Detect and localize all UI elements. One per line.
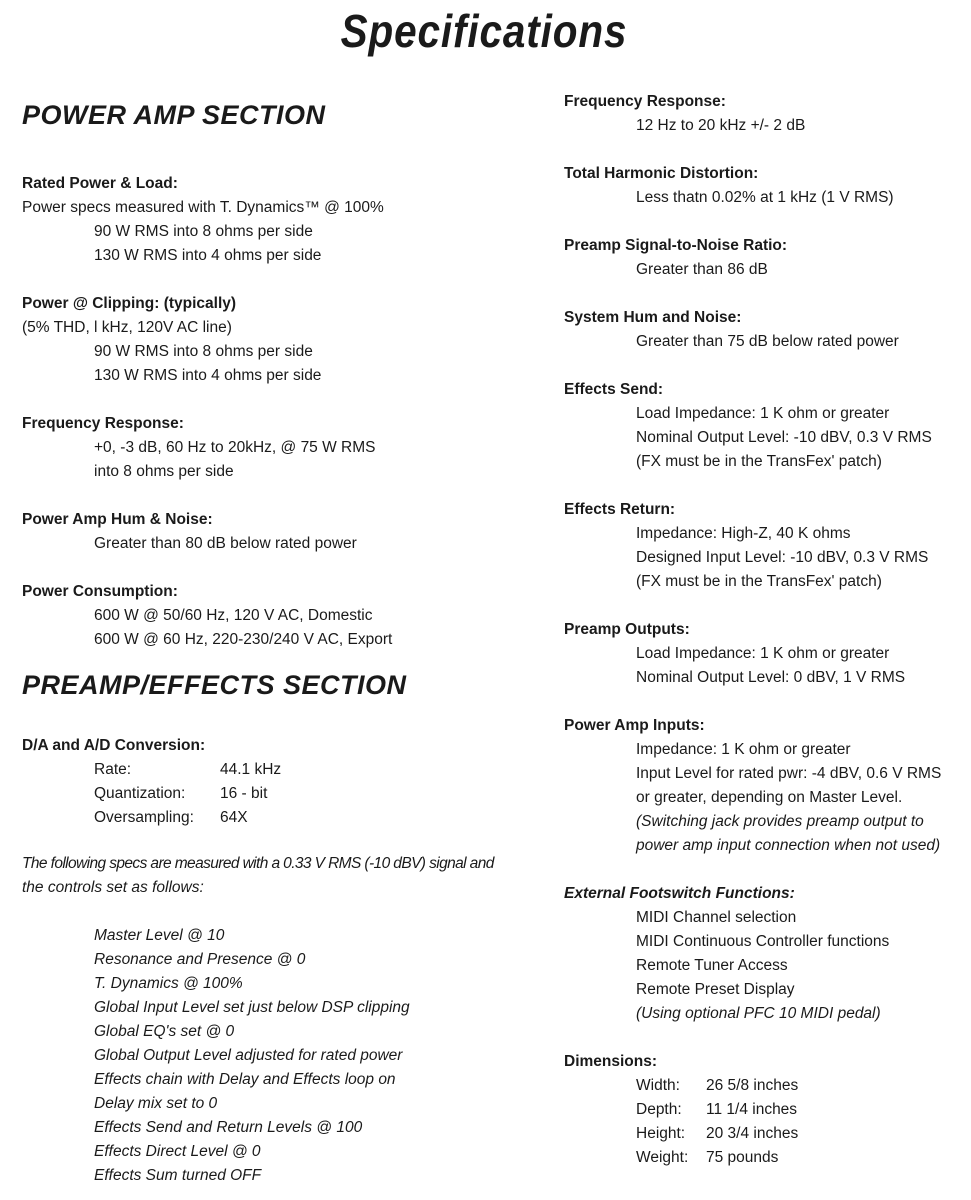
conversion-row (22, 782, 281, 806)
spec-line: Nominal Output Level: 0 dBV, 1 V RMS (636, 669, 906, 686)
spec-label: Frequency Response: (564, 93, 726, 110)
spec-label: Power @ Clipping: (typically) (22, 295, 237, 312)
note-line: The following specs are measured with a 0.33 V RMS (-10 dBV) signal and (22, 855, 494, 872)
dimension-row (564, 1122, 798, 1146)
row-key: Rate: (94, 761, 132, 778)
spec-label: Power Amp Hum & Noise: (22, 511, 213, 528)
condition-item: Effects Direct Level @ 0 (94, 1143, 261, 1160)
conversion-row (22, 758, 281, 782)
spec-label: D/A and A/D Conversion: (22, 737, 206, 754)
row-value: 44.1 kHz (220, 761, 282, 778)
spec-line: Power specs measured with T. Dynamics™ @ 100% (22, 199, 384, 216)
note-line: the controls set as follows: (22, 879, 204, 896)
spec-line: Greater than 86 dB (636, 261, 768, 278)
row-value: 16 - bit (220, 785, 268, 802)
conditions-list (94, 924, 410, 1188)
spec-line: or greater, depending on Master Level. (636, 789, 903, 806)
spec-label: Preamp Outputs: (564, 621, 690, 638)
effects-return-spec (564, 498, 928, 594)
spec-line: Load Impedance: 1 K ohm or greater (636, 645, 890, 662)
frequency-response-spec (22, 412, 376, 484)
row-key: Width: (636, 1077, 680, 1094)
spec-line: 600 W @ 60 Hz, 220-230/240 V AC, Export (94, 631, 393, 648)
condition-item: Master Level @ 10 (94, 927, 225, 944)
power-clipping-spec (22, 292, 321, 388)
spec-label: Frequency Response: (22, 415, 184, 432)
condition-item: Global Input Level set just below DSP clipping (94, 999, 410, 1016)
system-hum-spec (564, 306, 899, 354)
preamp-outputs-spec (564, 618, 905, 690)
spec-line: (FX must be in the TransFex' patch) (636, 573, 882, 590)
spec-line: Designed Input Level: -10 dBV, 0.3 V RMS (636, 549, 929, 566)
condition-item: Global Output Level adjusted for rated power (94, 1047, 403, 1064)
spec-label: Dimensions: (564, 1053, 658, 1070)
row-key: Depth: (636, 1101, 682, 1118)
power-amp-section-heading: POWER AMP SECTION (22, 100, 326, 130)
spec-label: Rated Power & Load: (22, 175, 178, 192)
snr-spec (564, 234, 787, 282)
spec-label: Effects Return: (564, 501, 676, 518)
spec-line: Greater than 75 dB below rated power (636, 333, 899, 350)
row-key: Oversampling: (94, 809, 194, 826)
spec-line: 130 W RMS into 4 ohms per side (94, 247, 322, 264)
spec-line: (FX must be in the TransFex' patch) (636, 453, 882, 470)
spec-line: (Switching jack provides preamp output to (636, 813, 924, 830)
row-key: Quantization: (94, 785, 186, 802)
spec-line: 90 W RMS into 8 ohms per side (94, 223, 313, 240)
spec-line: Impedance: 1 K ohm or greater (636, 741, 851, 758)
condition-item: Effects chain with Delay and Effects loop on (94, 1071, 396, 1088)
condition-item: T. Dynamics @ 100% (94, 975, 243, 992)
dimension-row (564, 1098, 798, 1122)
spec-line: 12 Hz to 20 kHz +/- 2 dB (636, 117, 806, 134)
condition-item: Resonance and Presence @ 0 (94, 951, 306, 968)
condition-item: Delay mix set to 0 (94, 1095, 218, 1112)
dimension-row (564, 1146, 798, 1170)
spec-line: Input Level for rated pwr: -4 dBV, 0.6 V RMS (636, 765, 942, 782)
row-value: 11 1/4 inches (706, 1101, 798, 1118)
conversion-spec (22, 734, 281, 830)
spec-line: Greater than 80 dB below rated power (94, 535, 357, 552)
spec-line: 600 W @ 50/60 Hz, 120 V AC, Domestic (94, 607, 373, 624)
spec-label: Power Amp Inputs: (564, 717, 705, 734)
spec-label: System Hum and Noise: (564, 309, 742, 326)
spec-line: (Using optional PFC 10 MIDI pedal) (636, 1005, 881, 1022)
effects-send-spec (564, 378, 932, 474)
power-amp-hum-spec (22, 508, 357, 556)
spec-line: Nominal Output Level: -10 dBV, 0.3 V RMS (636, 429, 932, 446)
spec-line: Remote Tuner Access (636, 957, 788, 974)
thd-spec (564, 162, 894, 210)
row-value: 26 5/8 inches (706, 1077, 799, 1094)
row-key: Weight: (636, 1149, 689, 1166)
preamp-effects-section-heading: PREAMP/EFFECTS SECTION (22, 670, 407, 700)
spec-line: into 8 ohms per side (94, 463, 234, 480)
condition-item: Global EQ's set @ 0 (94, 1023, 235, 1040)
spec-line: Load Impedance: 1 K ohm or greater (636, 405, 890, 422)
spec-label: Effects Send: (564, 381, 664, 398)
footswitch-spec (564, 882, 889, 1026)
condition-item: Effects Send and Return Levels @ 100 (94, 1119, 363, 1136)
dimensions-spec (564, 1050, 798, 1170)
row-key: Height: (636, 1125, 686, 1142)
dimension-row (564, 1074, 798, 1098)
row-value: 75 pounds (706, 1149, 779, 1166)
measurement-note (22, 852, 542, 900)
spec-label: Preamp Signal-to-Noise Ratio: (564, 237, 788, 254)
rated-power-spec (22, 172, 384, 268)
spec-line: Impedance: High-Z, 40 K ohms (636, 525, 851, 542)
spec-label: Total Harmonic Distortion: (564, 165, 759, 182)
power-consumption-spec (22, 580, 392, 652)
spec-label: Power Consumption: (22, 583, 178, 600)
spec-line: +0, -3 dB, 60 Hz to 20kHz, @ 75 W RMS (94, 439, 376, 456)
conversion-row (22, 806, 281, 830)
spec-line: power amp input connection when not used) (636, 837, 941, 854)
condition-item: Effects Sum turned OFF (94, 1167, 262, 1184)
row-value: 20 3/4 inches (706, 1125, 799, 1142)
spec-line: Remote Preset Display (636, 981, 795, 998)
spec-line: MIDI Channel selection (636, 909, 797, 926)
power-amp-inputs-spec (564, 714, 941, 858)
spec-line: (5% THD, l kHz, 120V AC line) (22, 319, 232, 336)
spec-line: MIDI Continuous Controller functions (636, 933, 890, 950)
spec-line: 130 W RMS into 4 ohms per side (94, 367, 322, 384)
spec-line: 90 W RMS into 8 ohms per side (94, 343, 313, 360)
page-title: Specifications (340, 5, 628, 57)
preamp-frequency-response-spec (564, 90, 805, 138)
spec-label: External Footswitch Functions: (564, 885, 795, 902)
row-value: 64X (220, 809, 248, 826)
spec-line: Less thatn 0.02% at 1 kHz (1 V RMS) (636, 189, 894, 206)
